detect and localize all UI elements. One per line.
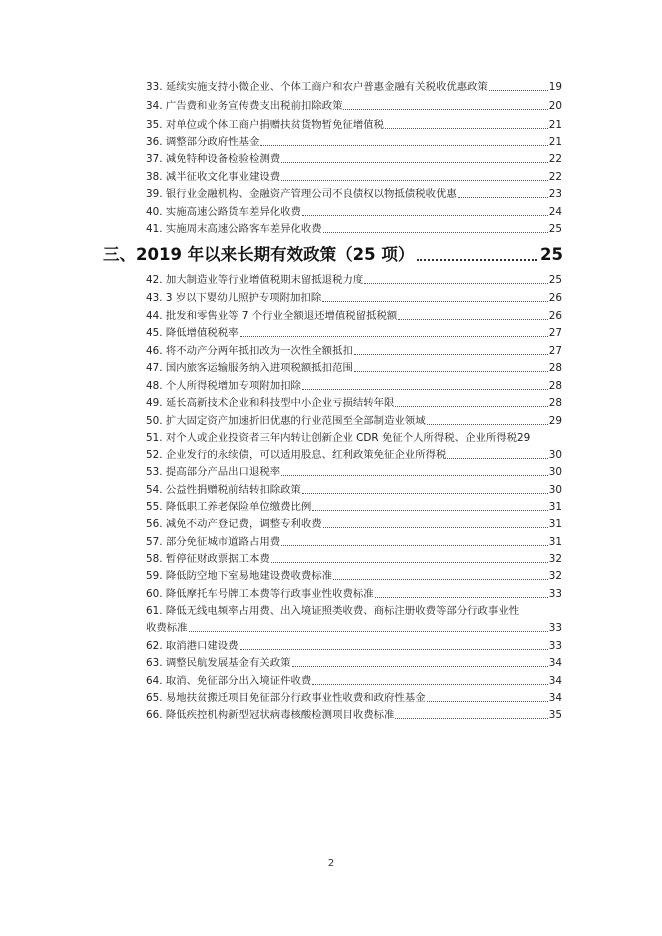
dot-leader [323,527,548,528]
toc-entry[interactable] [146,291,562,305]
toc-page-number: 34 [548,675,562,687]
toc-entry-title: 52. 企业发行的永续债，可以适用股息、红利政策免征企业所得税 [146,449,447,461]
toc-entry[interactable] [146,465,562,479]
toc-entry-title: 65. 易地扶贫搬迁项目免征部分行政事业性收费和政府性基金 [146,692,426,704]
toc-entry[interactable] [146,431,562,445]
toc-entry-title: 61. 降低无线电频率占用费、出入境证照类收费、商标注册收费等部分行政事业性 [146,605,520,617]
toc-entry[interactable] [146,222,562,236]
dot-leader [322,301,548,302]
toc-entry-title: 60. 降低摩托车号牌工本费等行政事业性收费标准 [146,588,374,600]
toc-page-number: 23 [548,188,562,200]
toc-entry[interactable] [146,205,562,219]
toc-page-number: 20 [548,100,562,112]
toc-entry[interactable] [146,587,562,601]
toc-entry-title: 34. 广告费和业务宣传费支出税前扣除政策 [146,100,343,112]
toc-entry-title: 62. 取消港口建设费 [146,640,239,652]
toc-entry-title: 48. 个人所得税增加专项附加扣除 [146,380,301,392]
toc-page-number: 29 [517,432,531,444]
toc-entry-title: 35. 对单位或个体工商户捐赠扶贫货物暂免征增值税 [146,119,385,131]
toc-page-number: 30 [548,449,562,461]
toc-page-number: 27 [548,327,562,339]
toc-entry[interactable] [146,517,562,531]
toc-page-number: 19 [548,81,562,93]
toc-entry-title: 收费标准 [146,622,188,634]
toc-entry-title: 45. 降低增值税税率 [146,327,239,339]
toc-entry-title: 51. 对个人或企业投资者三年内转让创新企业 CDR 免征个人所得税、企业所得税 [146,432,518,444]
dot-leader [395,718,547,719]
toc-entry[interactable] [146,691,562,705]
dot-leader [281,545,548,546]
dot-leader [458,197,548,198]
toc-page-number: 34 [548,692,562,704]
toc-entry-title: 63. 调整民航发展基金有关政策 [146,657,291,669]
toc-page-number: 26 [548,310,562,322]
toc-page-number: 32 [548,553,562,565]
dot-leader [427,701,548,702]
toc-page-number: 27 [548,345,562,357]
toc-entry[interactable] [146,500,562,514]
section-page-number: 25 [540,245,563,264]
toc-page-number: 35 [548,709,562,721]
dot-leader [427,424,548,425]
toc-page-number: 30 [548,484,562,496]
toc-section-heading[interactable] [103,244,563,266]
toc-entry[interactable] [146,396,562,410]
toc-page-number: 31 [548,501,562,513]
dot-leader [333,579,548,580]
dot-leader [354,354,548,355]
toc-entry-continuation[interactable] [146,621,562,635]
page-number: 2 [327,858,335,869]
toc-entry[interactable] [146,344,562,358]
dot-leader [292,666,548,667]
toc-entry-title: 33. 延续实施支持小微企业、个体工商户和农户普惠金融有关税收优惠政策 [146,81,488,93]
toc-entry[interactable] [146,273,562,287]
toc-entry-title: 46. 将不动产分两年抵扣改为一次性全额抵扣 [146,345,353,357]
dot-leader [240,336,548,337]
toc-entry[interactable] [146,569,562,583]
toc-entry[interactable] [146,448,562,462]
toc-entry-title: 59. 降低防空地下室易地建设费收费标准 [146,570,333,582]
toc-entry[interactable] [146,187,562,201]
toc-page-number: 25 [548,223,562,235]
dot-leader [302,493,548,494]
toc-page-number: 22 [548,171,562,183]
toc-page-number: 29 [548,415,562,427]
dot-leader [417,259,537,261]
toc-entry[interactable] [146,656,562,670]
toc-entry-title: 40. 实施高速公路货车差异化收费 [146,206,301,218]
toc-page-number: 28 [548,380,562,392]
dot-leader [323,232,548,233]
toc-page-number: 22 [548,153,562,165]
dot-leader [385,128,548,129]
toc-page-number: 32 [548,570,562,582]
dot-leader [312,510,547,511]
toc-page-number: 33 [548,640,562,652]
toc-entry[interactable] [146,135,562,149]
toc-entry[interactable] [146,414,562,428]
toc-entry[interactable] [146,639,562,653]
toc-entry[interactable] [146,708,562,722]
toc-entry[interactable] [146,535,562,549]
toc-entry[interactable] [146,80,562,94]
toc-page-number: 30 [548,466,562,478]
toc-entry-title: 41. 实施周末高速公路客车差异化收费 [146,223,322,235]
toc-page-number: 31 [548,518,562,530]
toc-entry[interactable] [146,152,562,166]
toc-entry[interactable] [146,379,562,393]
toc-entry-title: 57. 部分免征城市道路占用费 [146,536,281,548]
toc-page-number: 33 [548,622,562,634]
toc-entry-title: 49. 延长高新技术企业和科技型中小企业亏损结转年限 [146,397,395,409]
toc-entry-title: 64. 取消、免征部分出入境证件收费 [146,675,312,687]
toc-entry-title: 38. 减半征收文化事业建设费 [146,171,281,183]
toc-entry-title: 53. 提高部分产品出口退税率 [146,466,281,478]
dot-leader [312,684,547,685]
dot-leader [447,458,547,459]
toc-entry[interactable] [146,170,562,184]
dot-leader [302,389,548,390]
dot-leader [364,283,548,284]
dot-leader [281,475,548,476]
toc-entry[interactable] [146,604,562,618]
dot-leader [375,597,548,598]
toc-entry[interactable] [146,483,562,497]
toc-entry-title: 50. 扩大固定资产加速折旧优惠的行业范围至全部制造业领域 [146,415,426,427]
toc-entry-title: 36. 调整部分政府性基金 [146,136,260,148]
dot-leader [302,215,548,216]
toc-page-number: 26 [548,292,562,304]
toc-entry[interactable] [146,326,562,340]
toc-entry[interactable] [146,99,562,113]
toc-entry[interactable] [146,552,562,566]
toc-entry[interactable] [146,674,562,688]
dot-leader [354,371,548,372]
dot-leader [240,649,548,650]
toc-entry-title: 43. 3 岁以下婴幼儿照护专项附加扣除 [146,292,322,304]
dot-leader [189,631,548,632]
dot-leader [281,180,548,181]
toc-entry[interactable] [146,309,562,323]
toc-page-number: 28 [548,362,562,374]
toc-entry-title: 47. 国内旅客运输服务纳入进项税额抵扣范围 [146,362,353,374]
toc-page-number: 24 [548,206,562,218]
toc-entry-title: 58. 暂停征财政票据工本费 [146,553,270,565]
dot-leader [343,109,547,110]
dot-leader [271,562,548,563]
dot-leader [395,406,547,407]
toc-entry[interactable] [146,361,562,375]
toc-entry-title: 42. 加大制造业等行业增值税期末留抵退税力度 [146,274,364,286]
toc-entry-title: 44. 批发和零售业等 7 个行业全额退还增值税留抵税额 [146,310,398,322]
toc-entry-title: 55. 降低职工养老保险单位缴费比例 [146,501,312,513]
toc-entry-title: 54. 公益性捐赠税前结转扣除政策 [146,484,301,496]
dot-leader [281,162,548,163]
toc-entry-title: 37. 减免特种设备检验检测费 [146,153,281,165]
section-title: 三、2019 年以来长期有效政策（25 项） [103,245,415,264]
toc-page-number: 21 [548,136,562,148]
toc-entry-title: 66. 降低疾控机构新型冠状病毒核酸检测项目收费标准 [146,709,395,721]
toc-entry[interactable] [146,118,562,132]
toc-entry-title: 39. 银行业金融机构、金融资产管理公司不良债权以物抵债税收优惠 [146,188,457,200]
dot-leader [398,319,548,320]
toc-page-number: 33 [548,588,562,600]
toc-page-number: 25 [548,274,562,286]
toc-page-number: 28 [548,397,562,409]
dot-leader [260,145,547,146]
toc-entry-title: 56. 减免不动产登记费，调整专利收费 [146,518,322,530]
toc-page-number: 21 [548,119,562,131]
toc-page-number: 34 [548,657,562,669]
toc-page-number: 31 [548,536,562,548]
dot-leader [489,90,548,91]
